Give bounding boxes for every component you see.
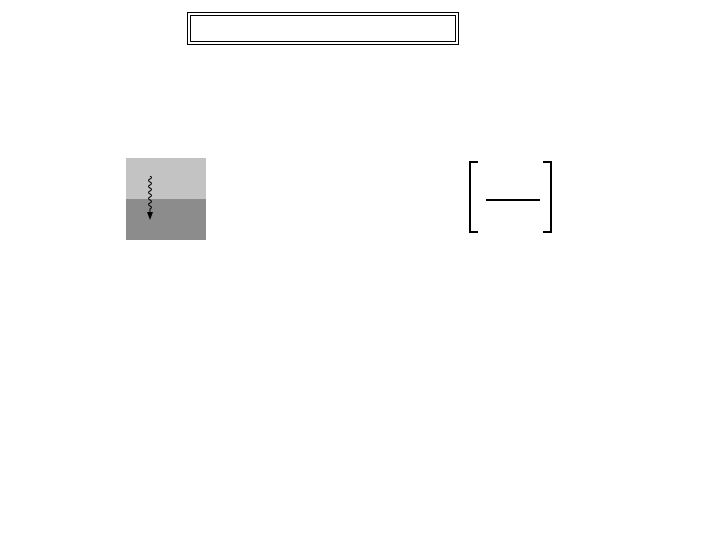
transmitted-medium-region xyxy=(126,199,206,240)
interface-diagram xyxy=(126,158,206,240)
photon-wave-arrow-icon xyxy=(147,176,153,220)
title-box xyxy=(187,12,459,45)
incident-medium-region xyxy=(126,158,206,199)
right-bracket-icon xyxy=(541,160,555,234)
fraction-bar xyxy=(486,199,540,201)
left-bracket-icon xyxy=(466,160,480,234)
slide-title xyxy=(190,15,456,42)
